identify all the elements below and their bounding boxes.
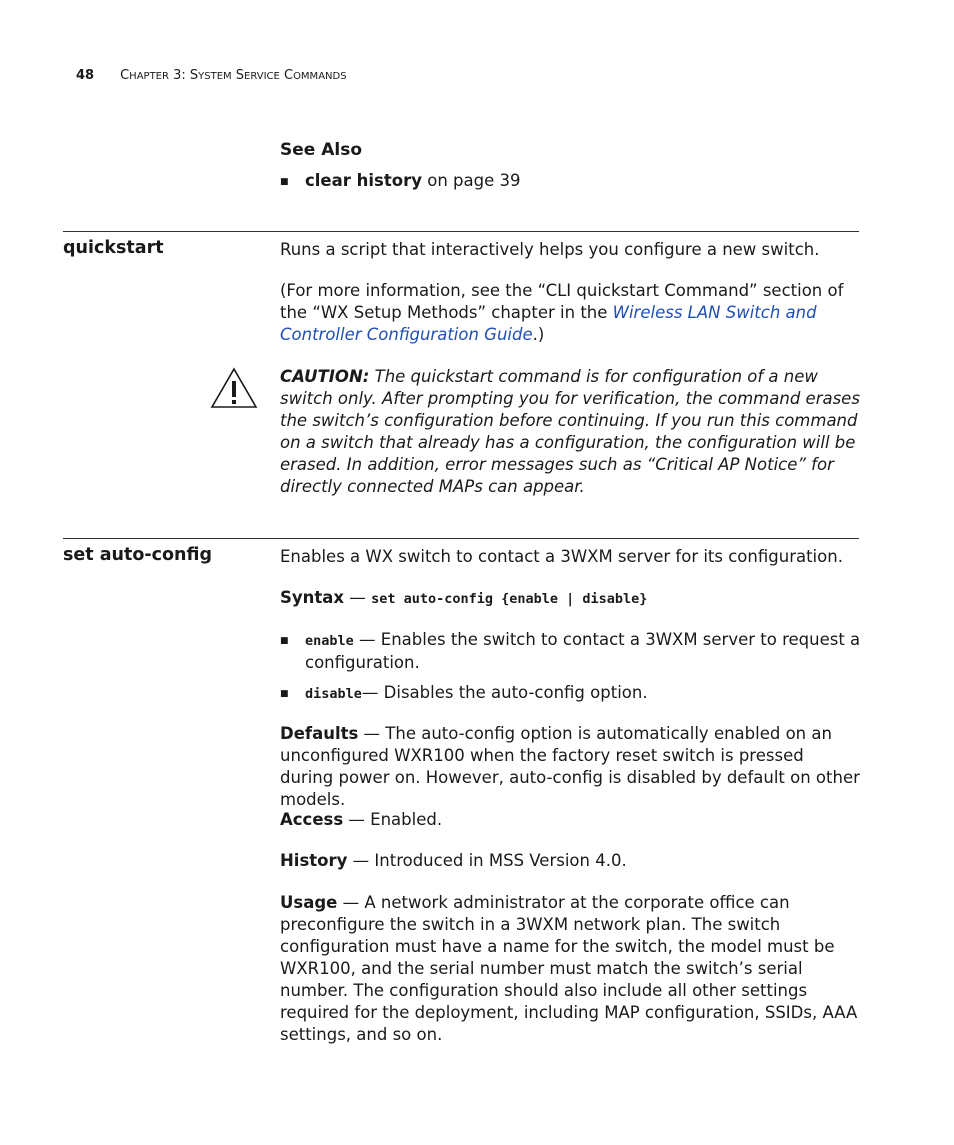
chapter-title [120, 68, 346, 83]
option-disable [305, 682, 865, 705]
defaults-text: — The auto-config option is automatically enabled on an unconfigured WXR100 when the factory reset switch is pressed during power on. However, auto-config is disabled by default on other models. [280, 724, 860, 809]
see-also-heading: See Also [280, 140, 363, 160]
bullet-icon: ■ [280, 177, 289, 187]
access-text: — Enabled. [343, 810, 443, 829]
bullet-icon: ■ [280, 689, 289, 699]
autoconfig-desc: Enables a WX switch to contact a 3WXM server for its configuration. [280, 547, 843, 566]
section-divider [63, 231, 859, 232]
history-label: History [280, 851, 348, 870]
chapter-c: C [120, 68, 130, 83]
caution-text: The quickstart command is for configuration of a new switch only. After prompting you for verification, the command erases the switch’s configuration before continuing. If you run this command on a switch that already has a configuration, the configuration will be erased. In addition, error messages such as “Critical AP Notice” for directly connected MAPs can appear. [280, 367, 860, 496]
chapter-s2sc: ERVICE [244, 71, 280, 82]
caution-label: CAUTION: [280, 367, 370, 386]
option-disable-text: — Disables the auto-config option. [361, 683, 648, 702]
syntax-dash: — [344, 588, 372, 607]
access-para [280, 809, 860, 831]
chapter-s3: C [279, 68, 294, 83]
config-guide-link[interactable]: Wireless LAN Switch and Controller Configuration Guide [280, 303, 817, 344]
syntax-command: set auto-config {enable | disable} [371, 591, 648, 607]
more-info-pre: (For more information, see the “CLI quickstart Command” section of the “WX Setup Methods” chapter in the [280, 281, 844, 322]
chapter-num: 3: [168, 68, 190, 83]
caution-note [280, 366, 860, 498]
running-header [76, 68, 347, 83]
option-enable-text: — Enables the switch to contact a 3WXM server to request a configuration. [305, 630, 861, 672]
option-disable-code: disable [305, 686, 362, 702]
usage-text: — A network administrator at the corporate office can preconfigure the switch in a 3WXM network plan. The switch configuration must have a name for the switch, the model must be WXR100, and the serial number must match the switch’s serial number. The configuration should also include all other settings required for the deployment, including MAP configuration, SSIDs, AAA settings, and so on. [280, 893, 858, 1044]
section-divider [63, 538, 859, 539]
option-enable-code: enable [305, 633, 354, 649]
usage-label: Usage [280, 893, 338, 912]
quickstart-desc: Runs a script that interactively helps you configure a new switch. [280, 240, 820, 259]
caution-icon [210, 367, 258, 409]
quickstart-title: quickstart [63, 238, 164, 258]
history-para [280, 850, 860, 872]
page-number: 48 [76, 68, 95, 83]
autoconfig-title: set auto-config [63, 545, 213, 565]
chapter-s2: S [231, 68, 245, 83]
access-label: Access [280, 810, 344, 829]
more-info-post: .) [532, 325, 545, 344]
quickstart-more-info [280, 280, 860, 346]
usage-para [280, 892, 860, 1046]
option-enable [305, 629, 865, 674]
syntax-label: Syntax [280, 588, 345, 607]
defaults-para [280, 723, 860, 811]
see-also-page: on page 39 [421, 171, 521, 190]
chapter-sc: HAPTER [129, 71, 169, 82]
defaults-label: Defaults [280, 724, 359, 743]
chapter-s1: S [189, 68, 199, 83]
history-text: — Introduced in MSS Version 4.0. [347, 851, 627, 870]
bullet-icon: ■ [280, 636, 289, 646]
see-also-link[interactable]: clear history [305, 171, 422, 190]
chapter-s1sc: YSTEM [198, 71, 232, 82]
syntax-line [280, 587, 860, 610]
chapter-s3sc: OMMANDS [293, 71, 347, 82]
see-also-item [305, 170, 865, 192]
